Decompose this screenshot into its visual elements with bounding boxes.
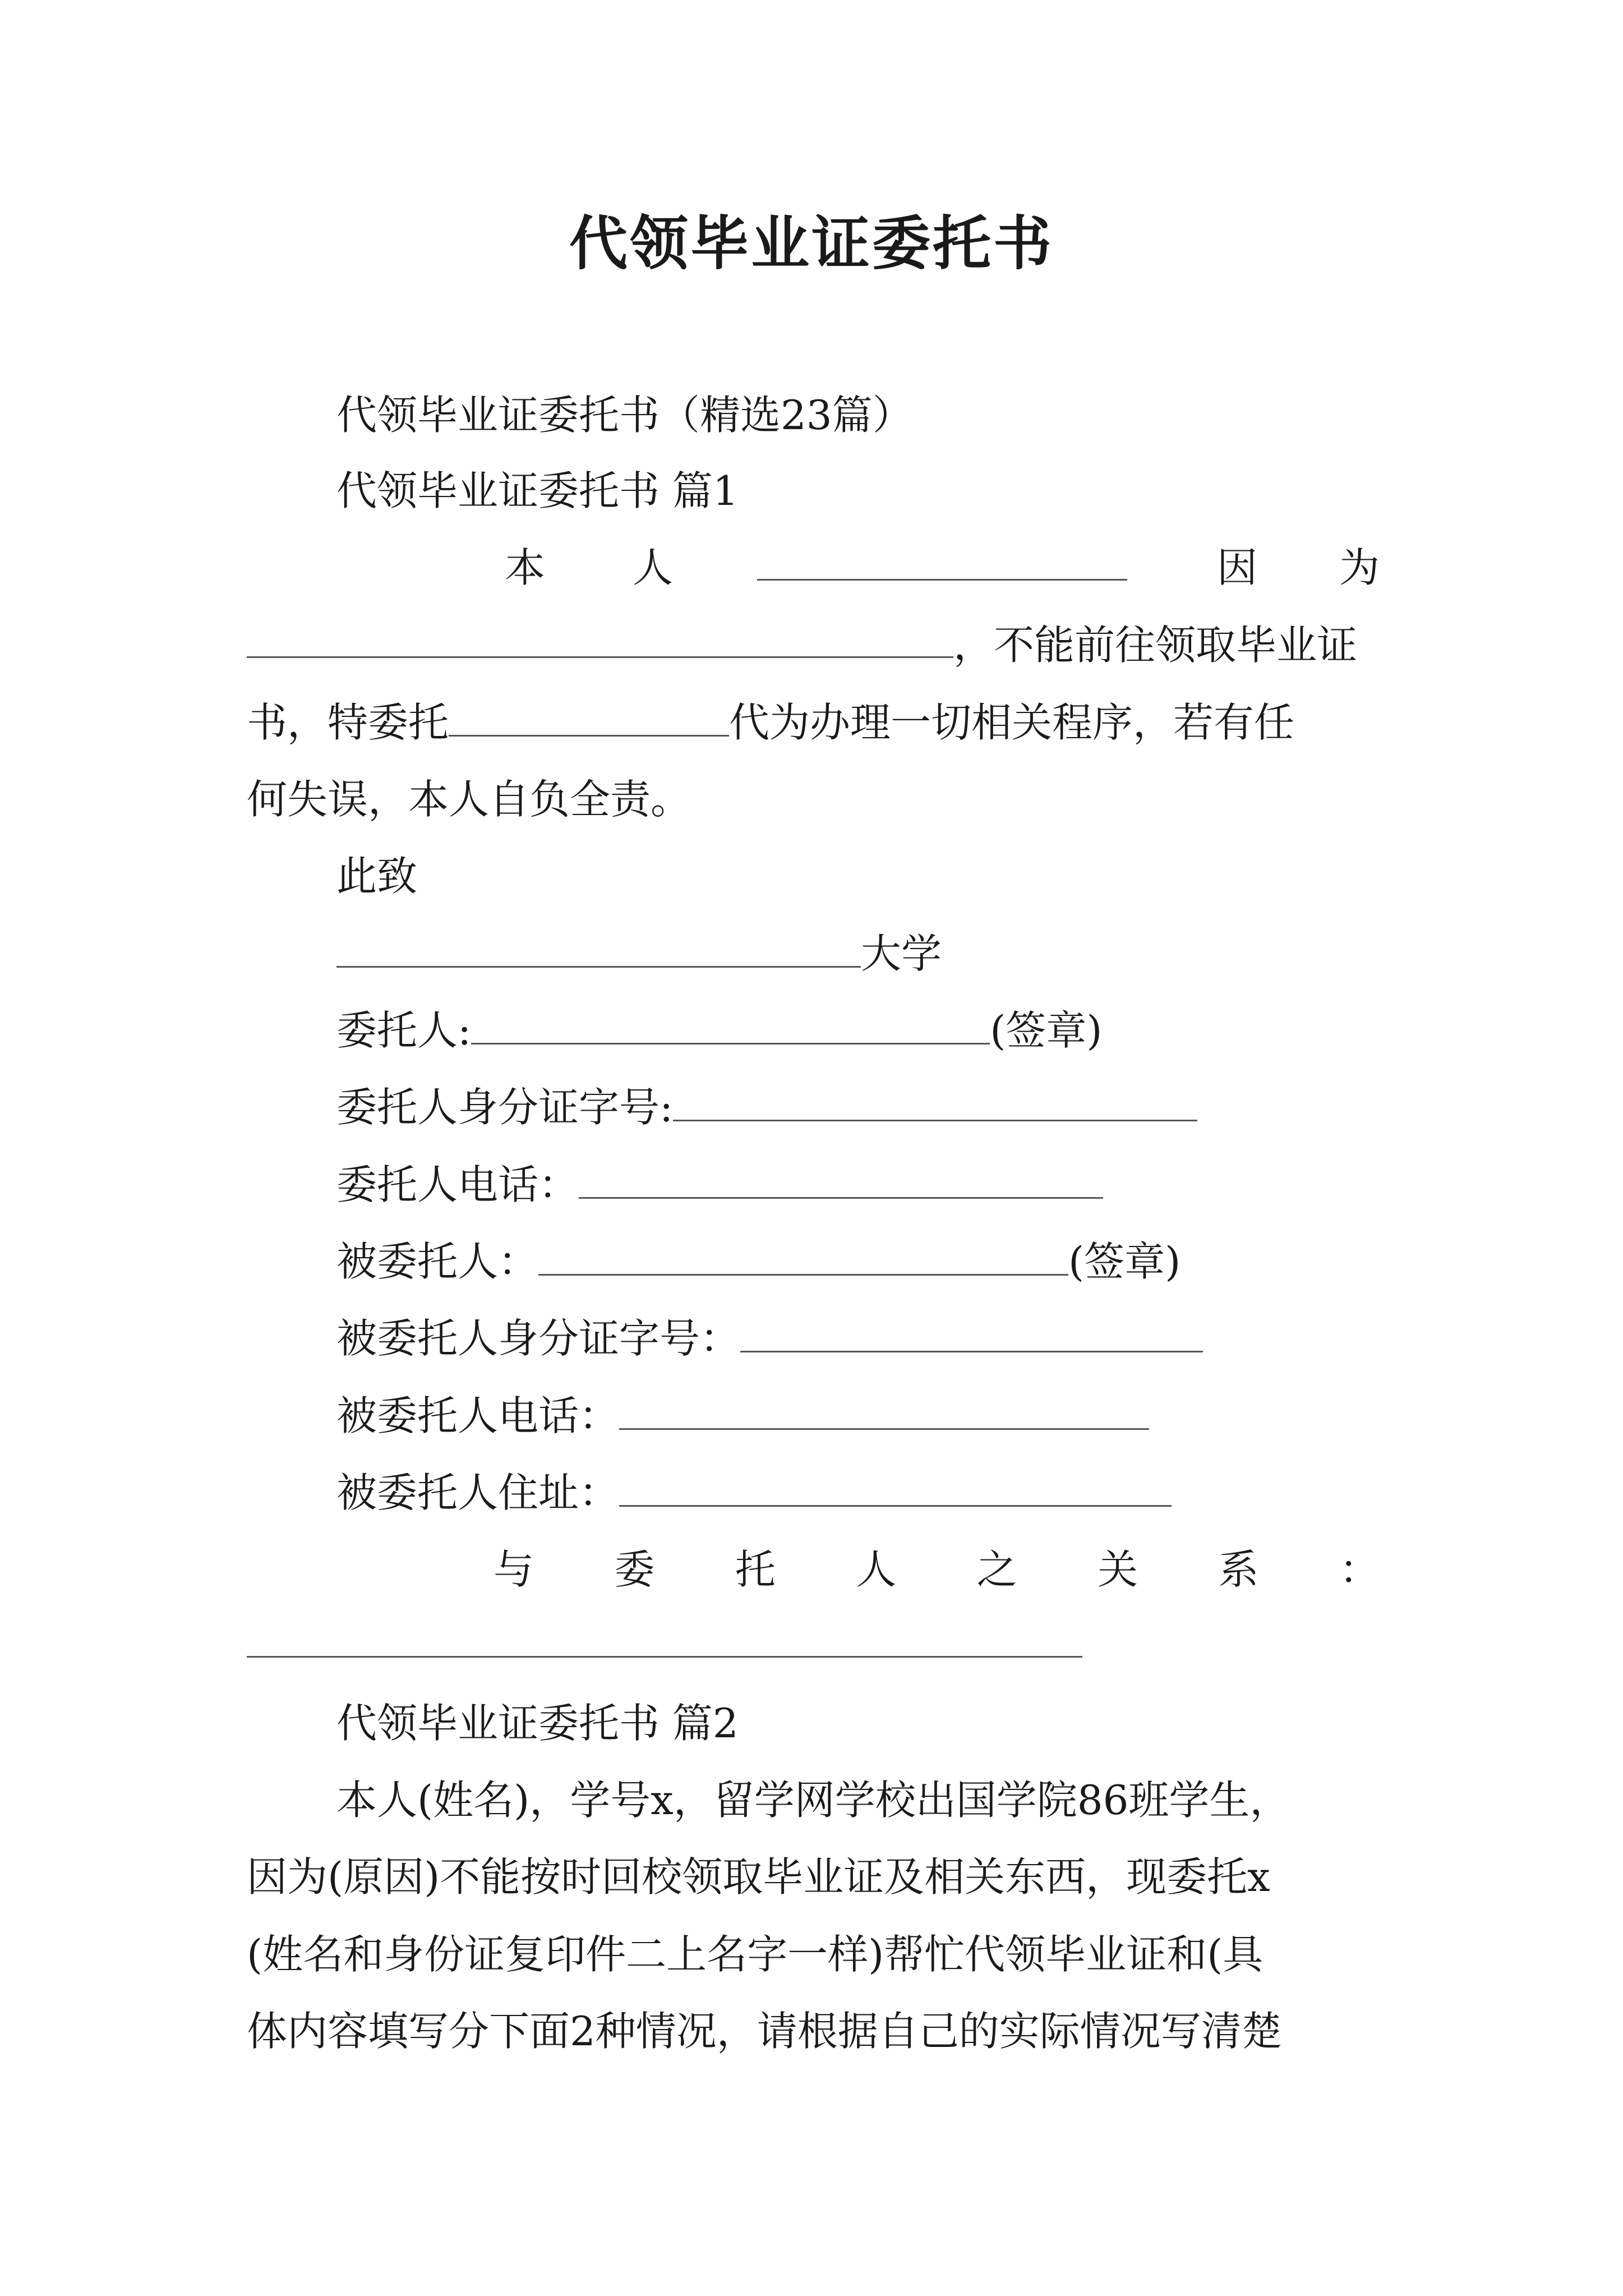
agent-phone-label: 被委托人电话： bbox=[336, 1392, 620, 1439]
agent-phone-line bbox=[336, 1388, 1149, 1444]
agent-name-blank[interactable] bbox=[538, 1237, 1068, 1276]
name-blank[interactable] bbox=[757, 579, 1127, 581]
relation-blank[interactable] bbox=[247, 1656, 1082, 1658]
agent-id-label: 被委托人身分证字号： bbox=[336, 1315, 741, 1362]
agent-id-line bbox=[336, 1310, 1203, 1366]
section2-heading: 代领毕业证委托书 篇2 bbox=[336, 1700, 739, 1747]
university-line bbox=[336, 926, 942, 982]
agent-label: 被委托人： bbox=[336, 1238, 539, 1285]
row1-chars-a bbox=[505, 540, 673, 596]
client-blank[interactable] bbox=[471, 1006, 990, 1045]
document-title: 代领毕业证委托书 bbox=[569, 209, 1054, 278]
client-id-line bbox=[336, 1079, 1197, 1135]
char: 人 bbox=[856, 1546, 897, 1593]
sign-label: (签章) bbox=[1068, 1238, 1181, 1285]
row3-suffix: 代为办理一切相关程序，若有任 bbox=[729, 699, 1295, 746]
section2-line: (姓名和身份证复印件二上名字一样)帮忙代领毕业证和(具 bbox=[247, 1931, 1264, 1978]
document-subtitle: 代领毕业证委托书（精选23篇） bbox=[336, 392, 913, 439]
row1-chars-b bbox=[1217, 540, 1380, 596]
section2-line: 本人(姓名)，学号x，留学网学校出国学院86班学生， bbox=[336, 1777, 1290, 1824]
reason-blank[interactable] bbox=[247, 656, 953, 658]
char: 与 bbox=[494, 1546, 534, 1593]
char: 之 bbox=[976, 1546, 1017, 1593]
client-phone-label: 委托人电话： bbox=[336, 1161, 579, 1208]
section1-heading: 代领毕业证委托书 篇1 bbox=[336, 467, 739, 514]
row3-text bbox=[247, 694, 1294, 751]
client-line bbox=[336, 1002, 1102, 1059]
client-phone-blank[interactable] bbox=[579, 1160, 1103, 1199]
agent-id-blank[interactable] bbox=[740, 1314, 1203, 1352]
client-phone-line bbox=[336, 1157, 1103, 1213]
university-blank[interactable] bbox=[336, 929, 861, 968]
row3-prefix: 书，特委托 bbox=[247, 699, 449, 746]
row4-text: 何失误，本人自负全责。 bbox=[247, 776, 691, 823]
agent-address-line bbox=[336, 1465, 1172, 1521]
char: 委 bbox=[614, 1546, 655, 1593]
client-label: 委托人: bbox=[336, 1007, 472, 1054]
char: 人 bbox=[632, 544, 673, 591]
agent-phone-blank[interactable] bbox=[619, 1391, 1149, 1430]
section2-line: 体内容填写分下面2种情况，请根据自己的实际情况写清楚 bbox=[247, 2008, 1282, 2055]
row2-text: ，不能前往领取毕业证 bbox=[953, 622, 1358, 669]
char: 托 bbox=[735, 1546, 776, 1593]
client-id-blank[interactable] bbox=[673, 1083, 1197, 1121]
char: 因 bbox=[1217, 544, 1258, 591]
university-suffix: 大学 bbox=[861, 930, 942, 977]
agent-blank[interactable] bbox=[449, 698, 729, 737]
client-id-label: 委托人身分证字号: bbox=[336, 1084, 674, 1131]
agent-line bbox=[336, 1234, 1181, 1290]
agent-address-label: 被委托人住址： bbox=[336, 1469, 620, 1516]
section2-line: 因为(原因)不能按时回校领取毕业证及相关东西，现委托x bbox=[247, 1853, 1270, 1901]
salute: 此致 bbox=[336, 853, 418, 900]
char: 关 bbox=[1098, 1546, 1138, 1593]
char: 为 bbox=[1339, 544, 1380, 591]
char: 本 bbox=[505, 544, 546, 591]
char: 系 bbox=[1218, 1546, 1259, 1593]
sign-label: (签章) bbox=[990, 1007, 1103, 1054]
agent-address-blank[interactable] bbox=[619, 1468, 1172, 1507]
char: ： bbox=[1339, 1546, 1380, 1593]
relation-row bbox=[494, 1542, 1380, 1598]
